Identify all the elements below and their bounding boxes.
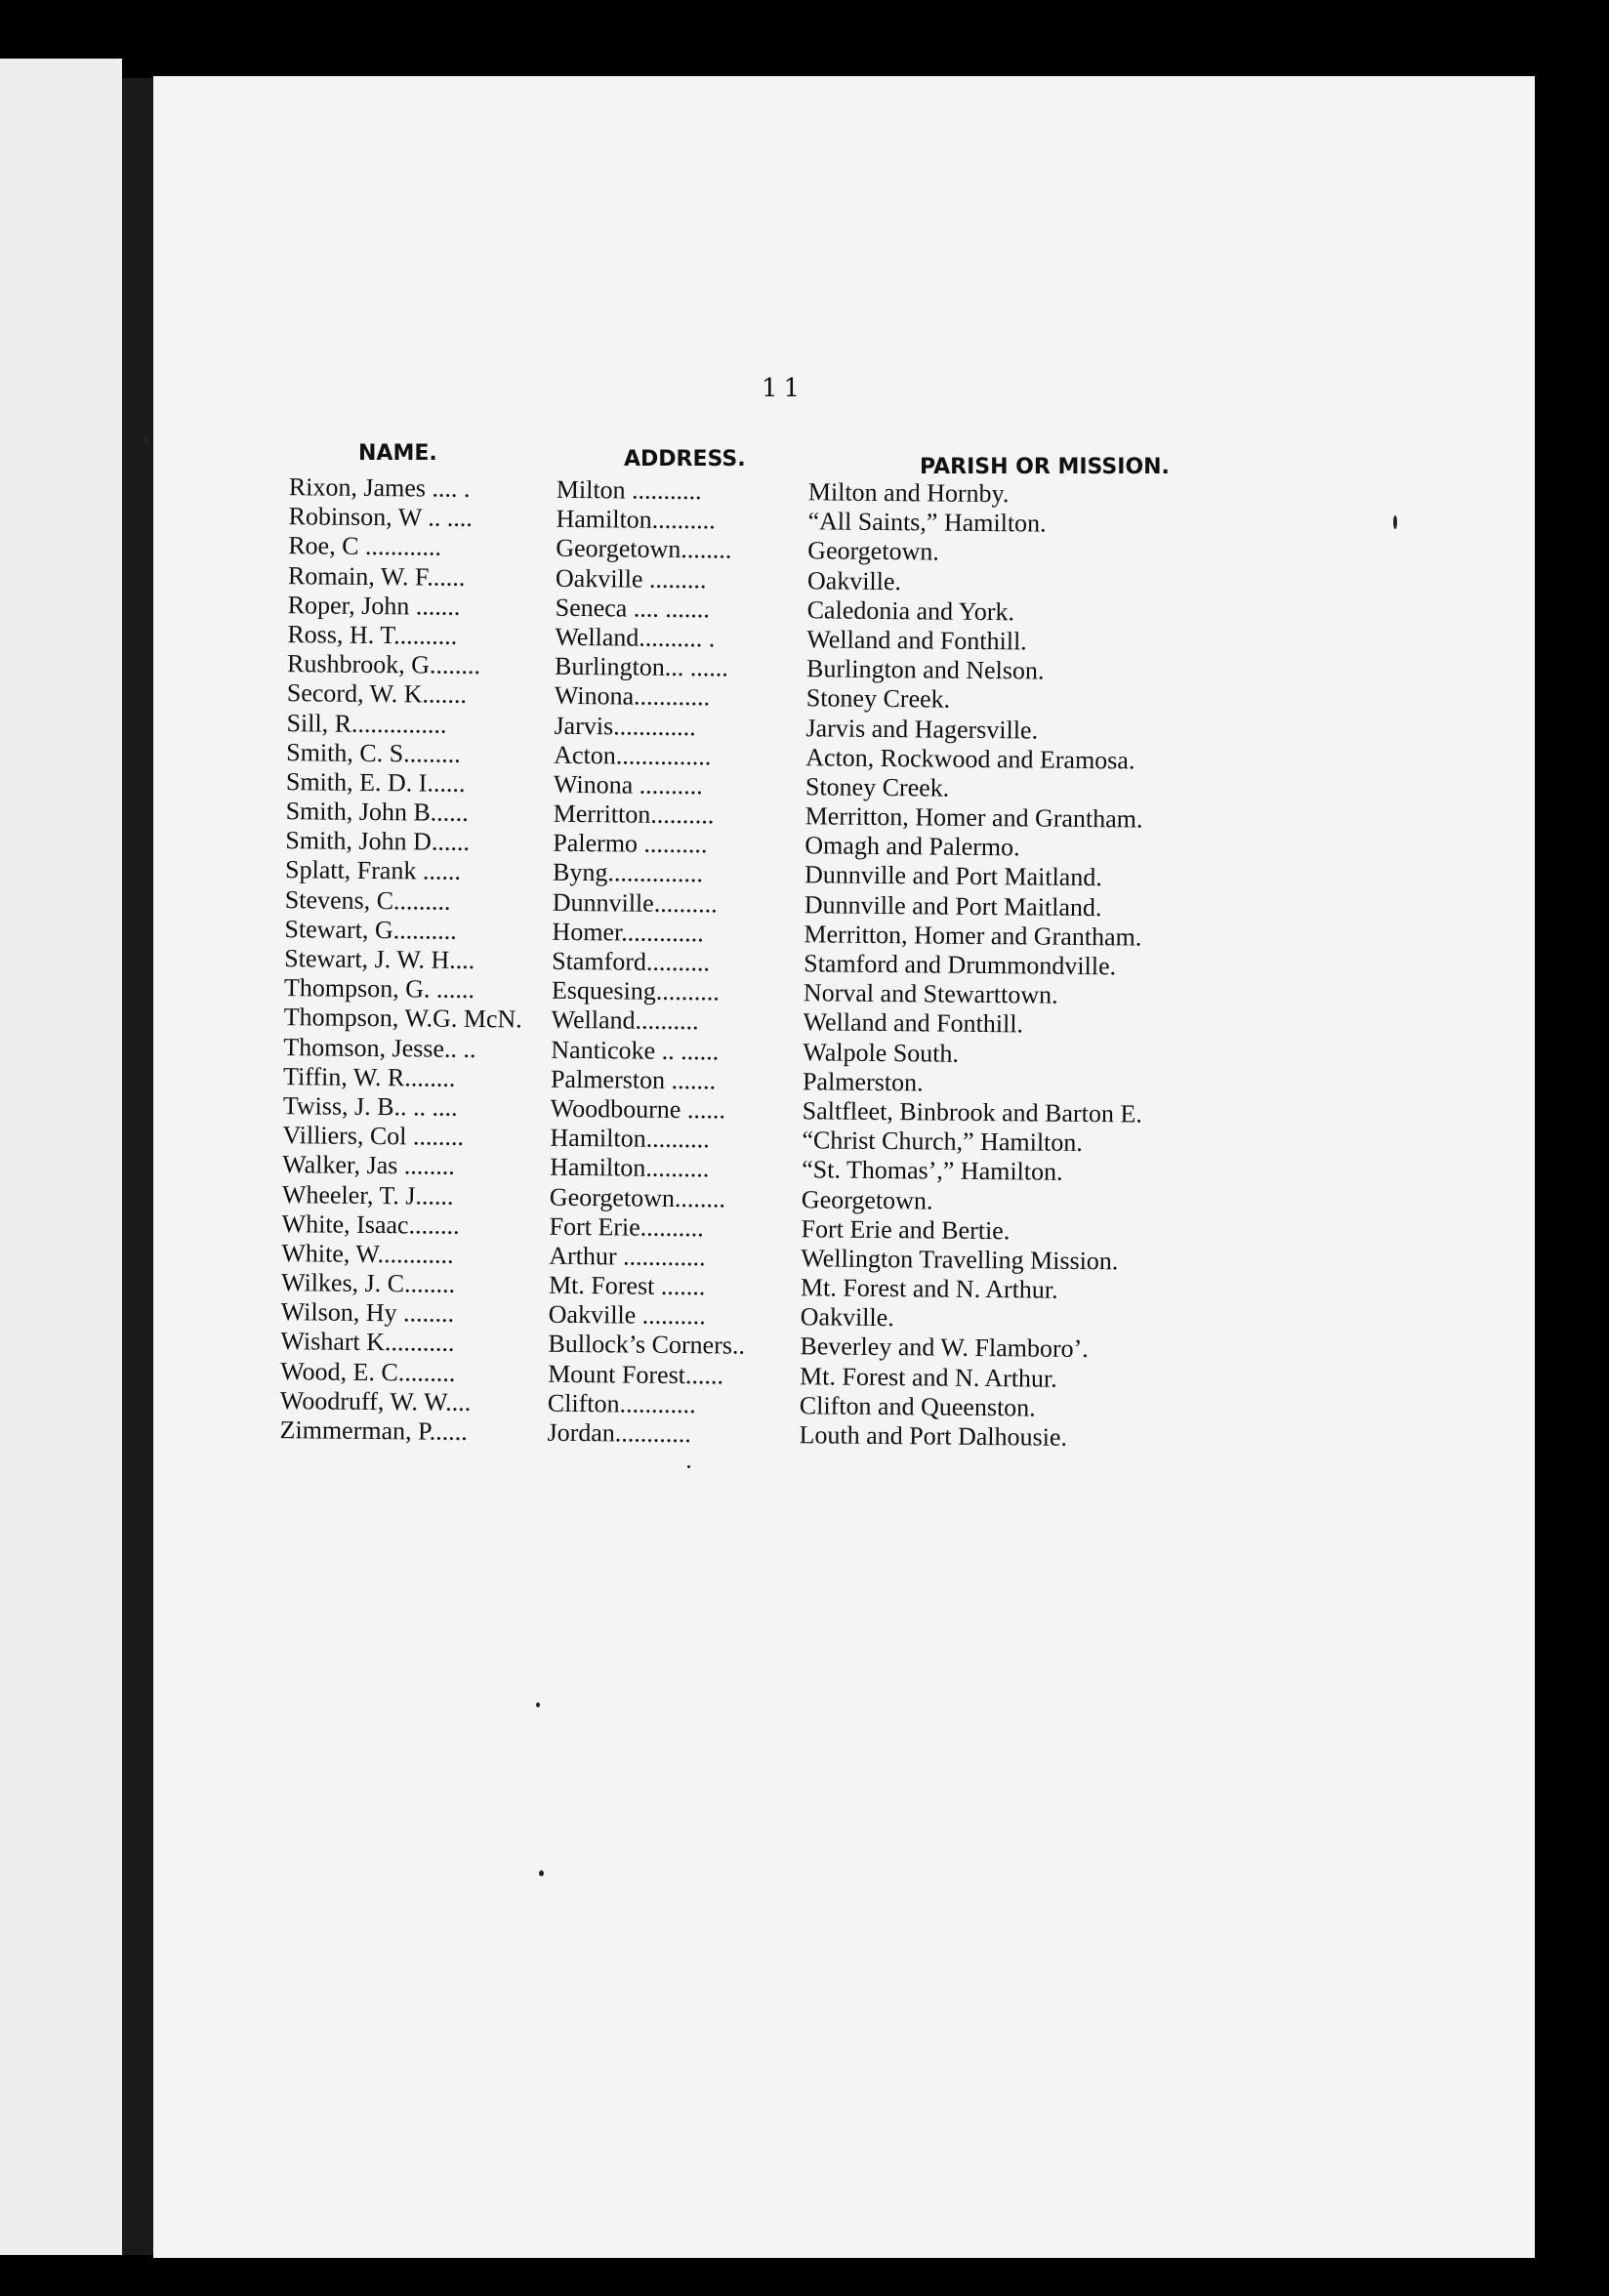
row-name: Sill, R............... (286, 708, 447, 739)
row-parish: Louth and Port Dalhousie. (799, 1420, 1068, 1452)
column-header-parish: PARISH OR MISSION. (920, 455, 1170, 479)
row-address: Mt. Forest ....... (548, 1270, 706, 1301)
row-name: Wishart K........... (280, 1327, 455, 1358)
row-name: White, Isaac........ (281, 1209, 460, 1240)
row-address: Merritton.......... (553, 799, 715, 830)
row-name: Thompson, G. ...... (283, 973, 475, 1004)
row-name: Tiffin, W. R........ (282, 1061, 456, 1092)
row-name: Robinson, W .. .... (288, 502, 473, 533)
row-parish: Omagh and Palermo. (804, 831, 1020, 862)
row-address: Esquesing.......... (551, 975, 720, 1006)
row-parish: Milton and Hornby. (807, 477, 1010, 509)
row-name: Woodruff, W. W.... (279, 1385, 472, 1416)
row-parish: Acton, Rockwood and Eramosa. (805, 742, 1135, 775)
row-name: Walker, Jas ........ (282, 1150, 455, 1181)
row-name: Smith, John D...... (285, 826, 471, 857)
row-name: Wood, E. C......... (280, 1356, 456, 1387)
row-name: Twiss, J. B.. .. .... (282, 1091, 458, 1122)
row-address: Arthur ............. (549, 1241, 706, 1272)
speck (536, 1702, 540, 1707)
row-parish: “Christ Church,” Hamilton. (802, 1126, 1083, 1158)
row-address: Georgetown........ (549, 1182, 726, 1212)
row-parish: Stamford and Drummondville. (804, 949, 1117, 981)
row-name: Stewart, J. W. H.... (284, 944, 475, 975)
row-address: Bullock’s Corners.. (548, 1330, 746, 1361)
row-name: Roper, John ....... (287, 590, 461, 621)
row-parish: Welland and Fonthill. (806, 625, 1027, 656)
row-address: Acton............... (554, 740, 712, 771)
row-address: Welland.......... . (555, 622, 716, 653)
row-parish: “All Saints,” Hamilton. (807, 507, 1047, 538)
row-parish: Dunnville and Port Maitland. (804, 860, 1102, 892)
row-parish: Mt. Forest and N. Arthur. (800, 1273, 1058, 1304)
row-address: Oakville .......... (548, 1299, 706, 1331)
directory-list (264, 472, 1250, 1455)
row-address: Palermo .......... (553, 829, 708, 859)
row-name: Romain, W. F...... (287, 560, 466, 592)
row-parish: Norval and Stewarttown. (803, 978, 1058, 1009)
row-address: Winona............ (554, 681, 711, 712)
row-address: Dunnville.......... (552, 887, 718, 919)
row-name: Wilkes, J. C........ (280, 1268, 456, 1298)
row-name: Thompson, W.G. McN. (283, 1003, 522, 1034)
facing-page-edge (0, 59, 122, 2255)
row-parish: Merritton, Homer and Grantham. (804, 920, 1142, 952)
speck (539, 1870, 544, 1876)
page-number: 11 (762, 374, 806, 403)
row-name: Ross, H. T.......... (287, 620, 458, 650)
row-name: Smith, John B...... (285, 797, 469, 827)
row-parish: Fort Erie and Bertie. (801, 1213, 1011, 1245)
row-parish: Mt. Forest and N. Arthur. (800, 1361, 1057, 1393)
row-parish: Burlington and Nelson. (805, 654, 1045, 685)
row-address: Hamilton.......... (550, 1123, 710, 1154)
row-parish: Georgetown. (807, 536, 939, 566)
row-address: Seneca .... ....... (555, 593, 710, 624)
row-address: Clifton............ (547, 1388, 696, 1419)
row-name: Smith, C. S......... (286, 737, 461, 768)
row-name: Secord, W. K....... (286, 678, 468, 710)
row-parish: Wellington Travelling Mission. (801, 1244, 1119, 1276)
row-name: Thomson, Jesse.. .. (283, 1032, 476, 1063)
row-address: Fort Erie.......... (549, 1211, 704, 1242)
row-address: Homer............. (552, 917, 704, 948)
row-address: Byng............... (552, 858, 704, 888)
row-parish: Georgetown. (801, 1184, 933, 1215)
row-parish: Oakville. (800, 1302, 894, 1332)
row-parish: Palmerston. (802, 1066, 924, 1097)
row-address: Mount Forest...... (548, 1359, 724, 1390)
row-name: Splatt, Frank ...... (284, 855, 462, 886)
row-name: Villiers, Col ........ (282, 1121, 465, 1152)
row-address: Nanticoke .. ...... (551, 1035, 720, 1065)
row-parish: Jarvis and Hagersville. (805, 713, 1039, 745)
row-parish: Welland and Fonthill. (803, 1007, 1024, 1039)
row-address: Woodbourne ...... (550, 1093, 726, 1125)
row-address: Palmerston ....... (550, 1064, 717, 1095)
row-address: Jordan............ (547, 1417, 692, 1449)
row-parish: Walpole South. (803, 1037, 960, 1068)
binding-gutter (122, 78, 153, 2255)
row-parish: “St. Thomas’,” Hamilton. (802, 1155, 1063, 1187)
row-name: Roe, C ............ (288, 531, 442, 562)
row-parish: Oakville. (806, 565, 902, 595)
speck (1393, 515, 1397, 529)
row-name: Zimmerman, P...... (279, 1415, 468, 1446)
row-name: Rixon, James .... . (288, 472, 471, 503)
row-address: Hamilton.......... (556, 504, 716, 535)
row-address: Stamford.......... (552, 946, 711, 977)
row-name: Stevens, C......... (284, 884, 451, 916)
row-name: Rushbrook, G........ (286, 649, 481, 680)
row-parish: Saltfleet, Binbrook and Barton E. (802, 1096, 1142, 1128)
column-header-address: ADDRESS. (624, 447, 746, 472)
row-address: Oakville ......... (555, 563, 707, 594)
row-parish: Stoney Creek. (804, 772, 950, 802)
row-address: Welland.......... (551, 1005, 699, 1036)
row-parish: Merritton, Homer and Grantham. (804, 801, 1143, 834)
speck (687, 1465, 690, 1468)
row-name: Wheeler, T. J...... (281, 1179, 454, 1210)
row-address: Georgetown........ (556, 534, 732, 564)
row-name: Stewart, G.......... (284, 914, 457, 945)
column-header-name: NAME. (358, 441, 437, 466)
row-address: Winona .......... (553, 769, 703, 800)
speck (144, 437, 149, 445)
row-parish: Clifton and Queenston. (799, 1391, 1036, 1422)
row-name: Smith, E. D. I...... (285, 767, 466, 798)
row-address: Burlington... ...... (554, 651, 728, 682)
row-parish: Stoney Creek. (805, 683, 951, 714)
row-address: Jarvis............. (554, 711, 696, 741)
row-parish: Caledonia and York. (806, 595, 1015, 627)
row-name: Wilson, Hy ........ (280, 1297, 455, 1329)
row-parish: Dunnville and Port Maitland. (804, 889, 1102, 922)
row-parish: Beverley and W. Flamboro’. (800, 1332, 1089, 1364)
row-address: Milton ........... (556, 474, 702, 506)
row-name: White, W............ (281, 1238, 454, 1269)
row-address: Hamilton.......... (550, 1153, 710, 1183)
